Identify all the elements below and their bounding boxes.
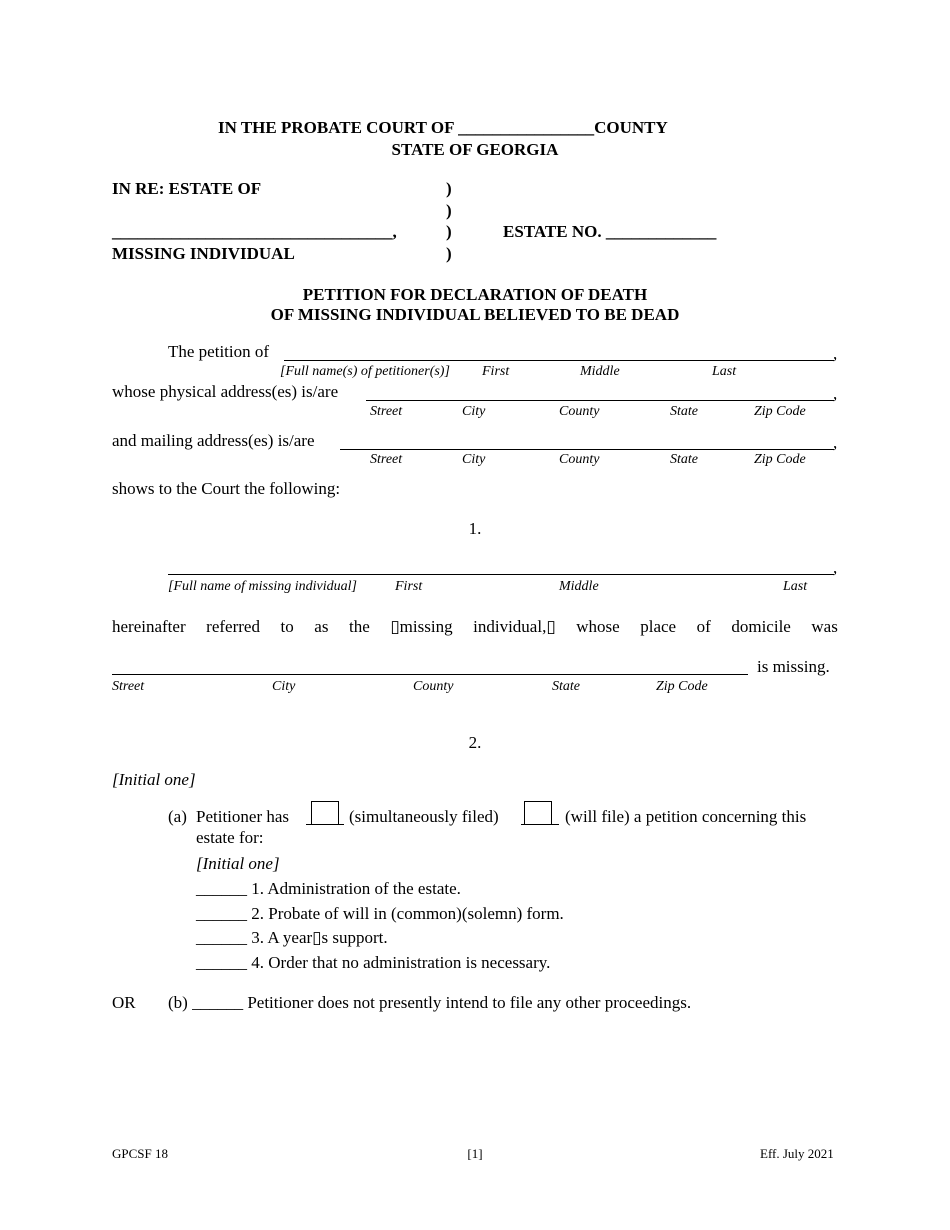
word: place (640, 617, 677, 636)
court-prefix: IN THE PROBATE COURT OF (218, 118, 454, 137)
will-file-text: (will file) a petition concerning this (565, 807, 807, 826)
first-caption: First (395, 579, 423, 594)
item-number: 3. (251, 928, 264, 947)
item-text: Probate of will in (common)(solemn) form. (268, 904, 564, 923)
list-item (196, 928, 388, 948)
word: domicile (731, 617, 791, 636)
first-caption: First (482, 364, 510, 379)
is-missing-text: is missing. (757, 657, 830, 676)
street-caption: Street (112, 679, 145, 694)
caption-paren: ) (446, 244, 452, 263)
estate-for-text: estate for: (196, 828, 264, 847)
shows-text: shows to the Court the following: (112, 479, 341, 498)
petitioner-hint: [Full name(s) of petitioner(s)] (280, 364, 450, 379)
middle-caption: Middle (580, 364, 620, 379)
title-line-2: OF MISSING INDIVIDUAL BELIEVED TO BE DEAD (270, 305, 680, 324)
state-caption: State (670, 404, 698, 419)
missing-individual-label: MISSING INDIVIDUAL (112, 244, 295, 263)
initial-underline (521, 824, 559, 825)
state-caption: State (670, 452, 698, 467)
simultaneously-filed-text: (simultaneously filed) (349, 807, 499, 826)
option-a-label: (a) (168, 807, 187, 826)
initial-blank[interactable]: ______ (196, 928, 247, 947)
comma: , (833, 384, 838, 403)
last-caption: Last (712, 364, 737, 379)
page-number: [1] (467, 1146, 483, 1161)
county-caption: County (413, 679, 454, 694)
physical-address-label: whose physical address(es) is/are (112, 382, 339, 401)
option-b-label: (b) (168, 993, 188, 1012)
in-re-label: IN RE: ESTATE OF (112, 179, 262, 198)
initial-underline (306, 824, 344, 825)
item-text: Administration of the estate. (267, 879, 461, 898)
county-caption: County (559, 452, 600, 467)
form-id: GPCSF 18 (112, 1146, 168, 1161)
state-heading: STATE OF GEORGIA (391, 140, 559, 159)
court-suffix: COUNTY (594, 118, 668, 137)
word: of (696, 617, 711, 636)
state-caption: State (552, 679, 580, 694)
initial-one-label-2: [Initial one] (196, 854, 280, 873)
last-caption: Last (783, 579, 808, 594)
initial-blank[interactable]: ______ (192, 993, 244, 1012)
comma: , (833, 558, 838, 577)
zip-caption: Zip Code (656, 679, 708, 694)
city-caption: City (462, 404, 486, 419)
word: the (349, 617, 370, 636)
comma: , (833, 344, 838, 363)
missing-name-hint: [Full name of missing individual] (168, 579, 357, 594)
item-number: 1. (251, 879, 264, 898)
estate-no-label: ESTATE NO. (503, 222, 602, 241)
item-text: Order that no administration is necessary. (268, 953, 551, 972)
effective-date: Eff. July 2021 (760, 1146, 834, 1161)
hereinafter-line (112, 617, 838, 637)
physical-address-line[interactable] (366, 400, 834, 401)
word: whose (576, 617, 620, 636)
estate-name-blank[interactable]: _________________________________, (112, 222, 397, 241)
comma: , (833, 433, 838, 452)
zip-caption: Zip Code (754, 404, 806, 419)
item-text: A year▯s support. (267, 928, 388, 947)
mailing-address-line[interactable] (340, 449, 834, 450)
word: was (811, 617, 838, 636)
initial-blank[interactable]: ______ (196, 953, 247, 972)
section-2-number: 2. (468, 733, 482, 752)
middle-caption: Middle (559, 579, 599, 594)
list-item (196, 953, 550, 973)
missing-individual-name-line[interactable] (168, 574, 834, 575)
will-file-initial-box[interactable] (524, 801, 552, 824)
county-blank[interactable]: ________________ (458, 118, 595, 137)
estate-no-blank[interactable]: _____________ (605, 222, 717, 241)
petitioner-name-line[interactable] (284, 360, 834, 361)
word: ▯missing (390, 617, 453, 636)
caption-paren: ) (446, 179, 452, 198)
initial-blank[interactable]: ______ (196, 904, 247, 923)
county-caption: County (559, 404, 600, 419)
street-caption: Street (370, 452, 403, 467)
word: as (314, 617, 329, 636)
simultaneously-filed-initial-box[interactable] (311, 801, 339, 824)
zip-caption: Zip Code (754, 452, 806, 467)
street-caption: Street (370, 404, 403, 419)
list-item (196, 904, 564, 924)
item-number: 4. (251, 953, 264, 972)
city-caption: City (272, 679, 296, 694)
section-1-number: 1. (468, 519, 482, 538)
city-caption: City (462, 452, 486, 467)
title-line-1: PETITION FOR DECLARATION OF DEATH (302, 285, 648, 304)
domicile-address-line[interactable] (112, 674, 748, 675)
word: hereinafter (112, 617, 186, 636)
word: referred (206, 617, 260, 636)
caption-paren: ) (446, 201, 452, 220)
initial-one-label: [Initial one] (112, 770, 196, 789)
item-number: 2. (251, 904, 264, 923)
or-label: OR (112, 993, 136, 1012)
option-b-text: Petitioner does not presently intend to file any other proceedings. (247, 993, 692, 1012)
word: to (280, 617, 294, 636)
initial-blank[interactable]: ______ (196, 879, 247, 898)
list-item (196, 879, 461, 899)
mailing-address-label: and mailing address(es) is/are (112, 431, 315, 450)
word: individual,▯ (473, 617, 556, 636)
petitioner-has-text: Petitioner has (196, 807, 290, 826)
caption-paren: ) (446, 222, 452, 241)
petition-intro: The petition of (168, 342, 270, 361)
